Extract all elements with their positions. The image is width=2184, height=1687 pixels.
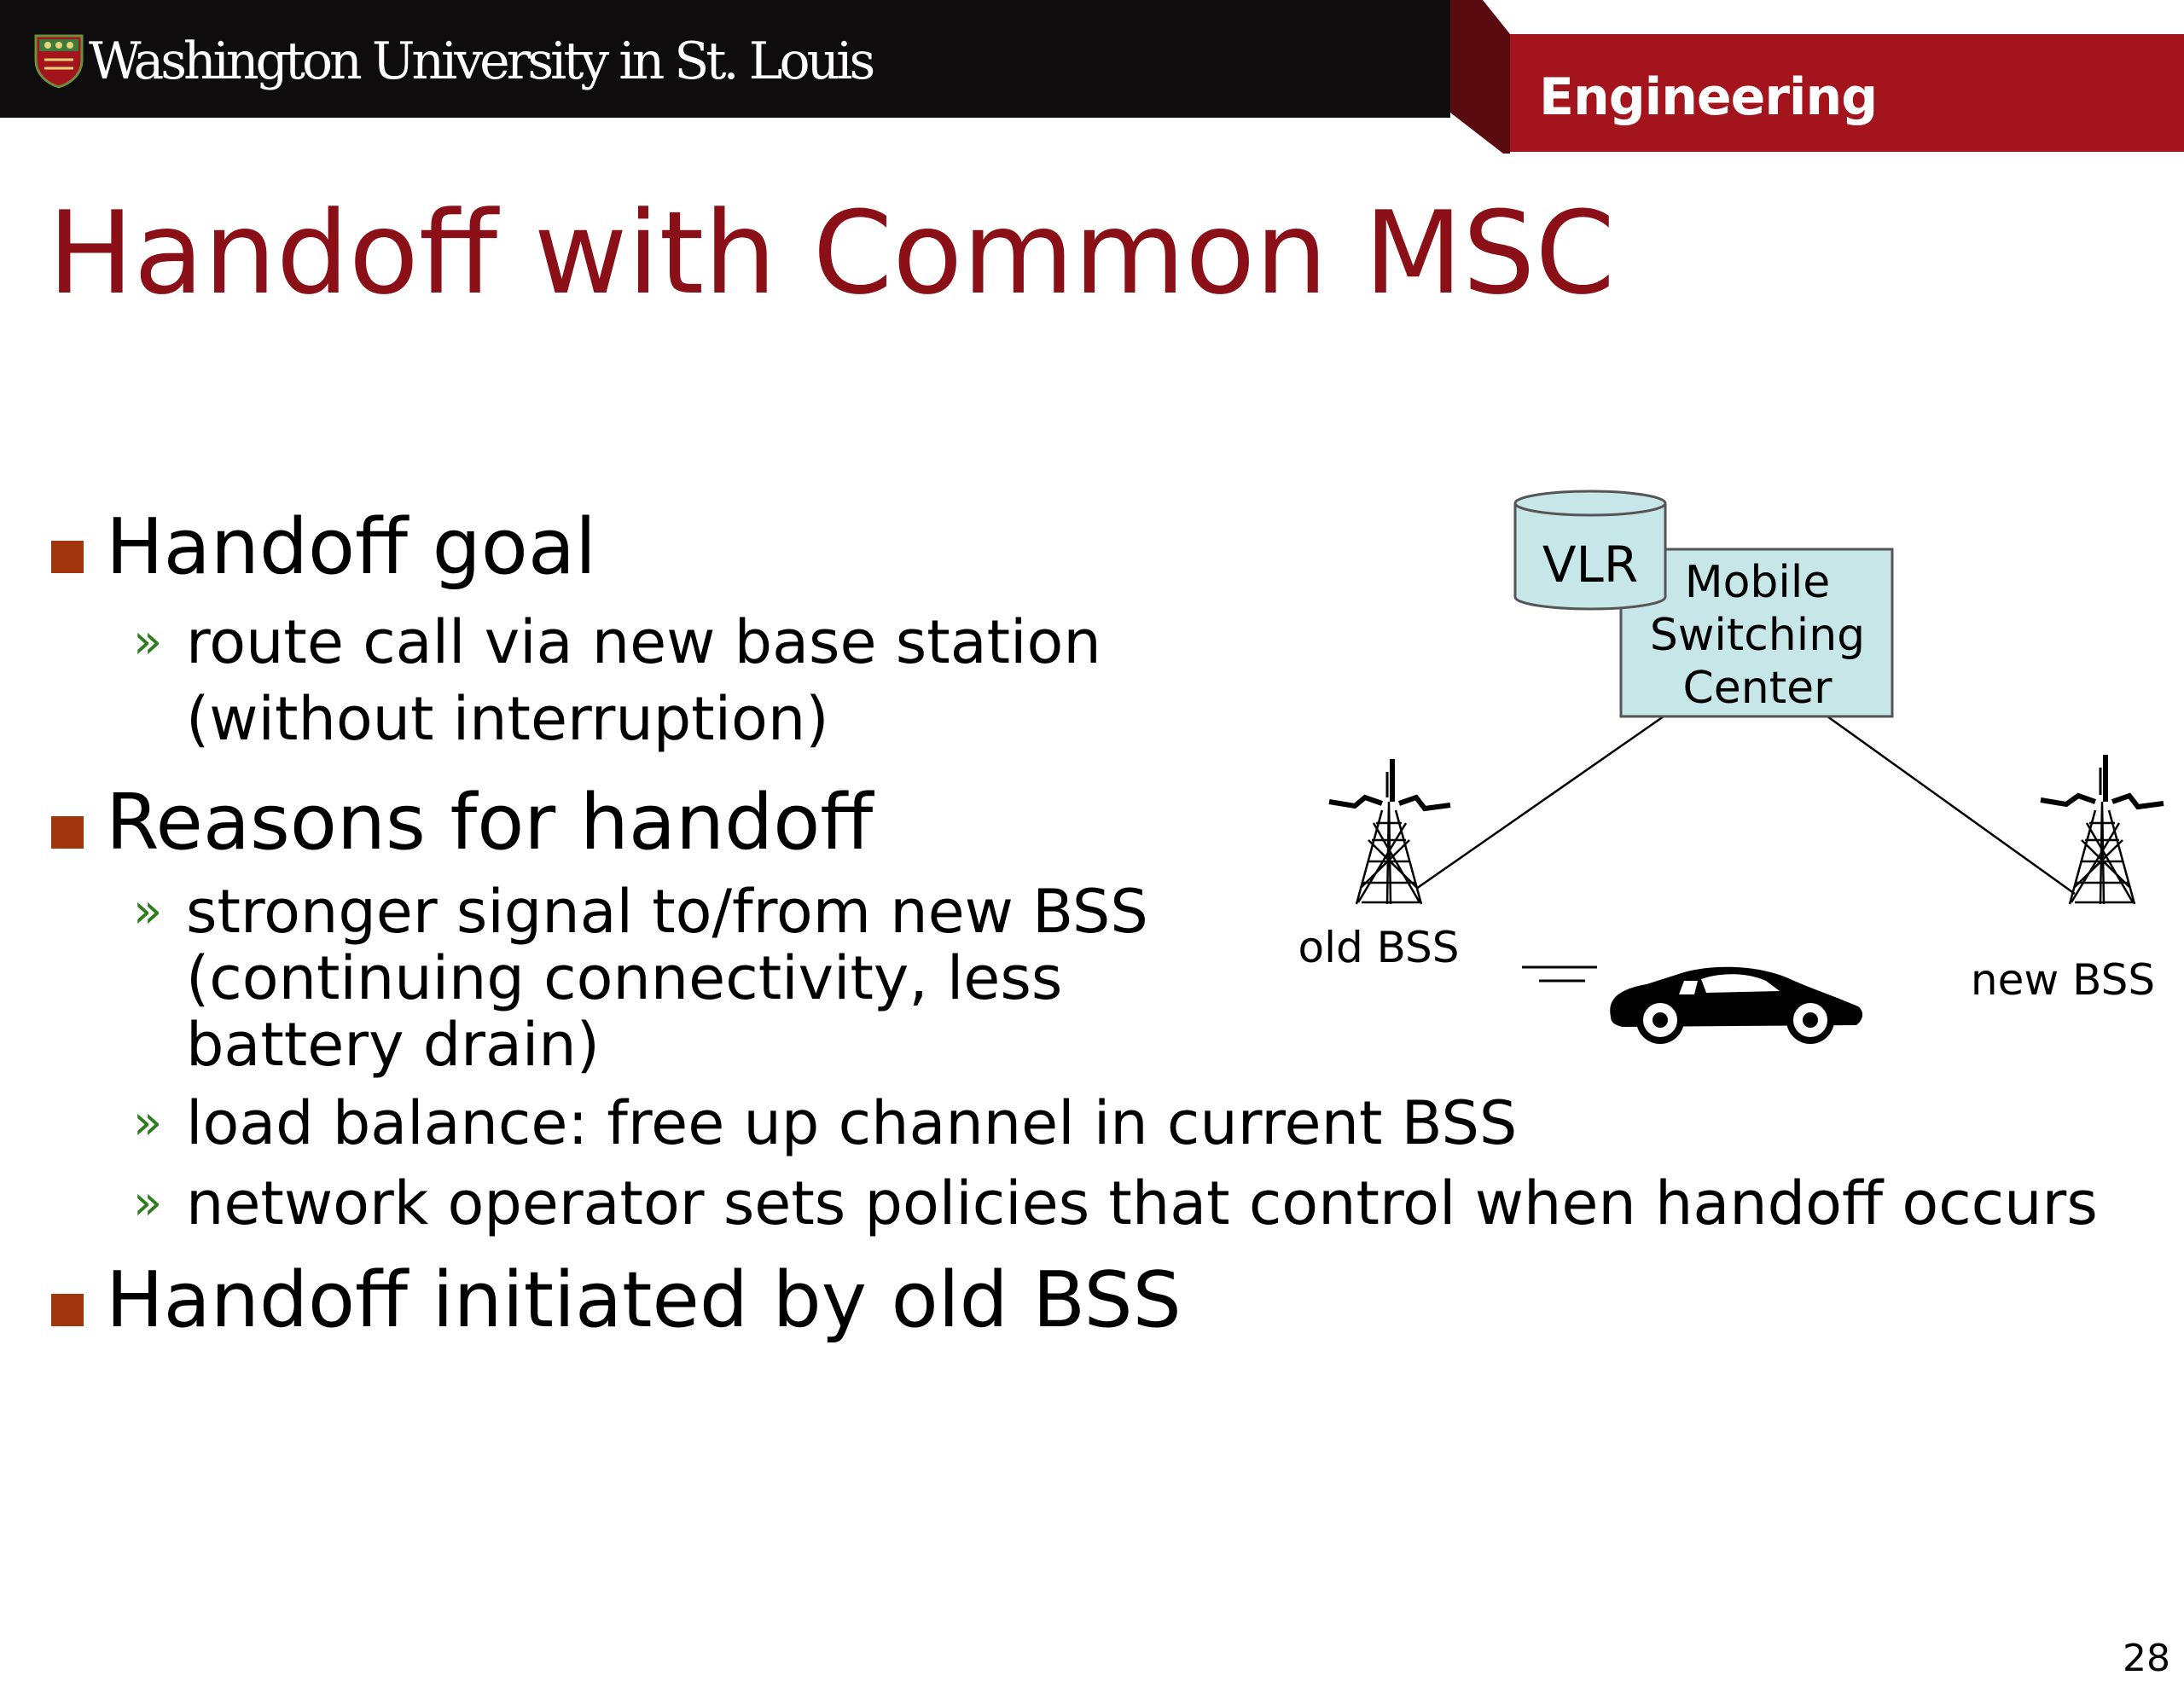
page-number: 28 [2123,1637,2170,1680]
msc-label-line: Center [1682,663,1833,714]
new-bss-label: new BSS [1970,955,2156,1005]
msc-label-line: Switching [1649,610,1866,661]
vlr-label: VLR [1542,536,1639,594]
old-bss-tower-icon [1329,759,1450,904]
link-msc-old-bss [1416,716,1664,889]
chevron-right-icon: » [133,1175,163,1231]
bullet-text: Reasons for handoff [106,778,874,867]
chevron-right-icon: » [133,614,163,670]
subbullet-line: route call via new base station [186,607,1101,677]
subbullet-line: battery drain) [186,1010,600,1080]
school-name: Engineering [1539,67,1878,127]
university-name: Washington University in St. Louis [89,32,873,91]
bullet-text: Handoff initiated by old BSS [106,1255,1182,1345]
msc-label-line: Mobile [1684,557,1831,608]
chevron-right-icon: » [133,1095,163,1151]
subbullet-line: network operator sets policies that control when handoff occurs [186,1168,2098,1238]
subbullet-line: load balance: free up channel in current BSS [186,1088,1518,1158]
bullet-text: Handoff goal [106,502,597,592]
car-icon [1522,967,1862,1041]
subbullet-line: (continuing connectivity, less [186,943,1063,1013]
old-bss-label: old BSS [1298,923,1460,972]
slide-title: Handoff with Common MSC [48,187,1616,320]
subbullet-line: (without interruption) [186,684,829,754]
link-msc-new-bss [1827,716,2075,894]
subbullet-line: stronger signal to/from new BSS [186,877,1148,947]
chevron-right-icon: » [133,884,163,939]
